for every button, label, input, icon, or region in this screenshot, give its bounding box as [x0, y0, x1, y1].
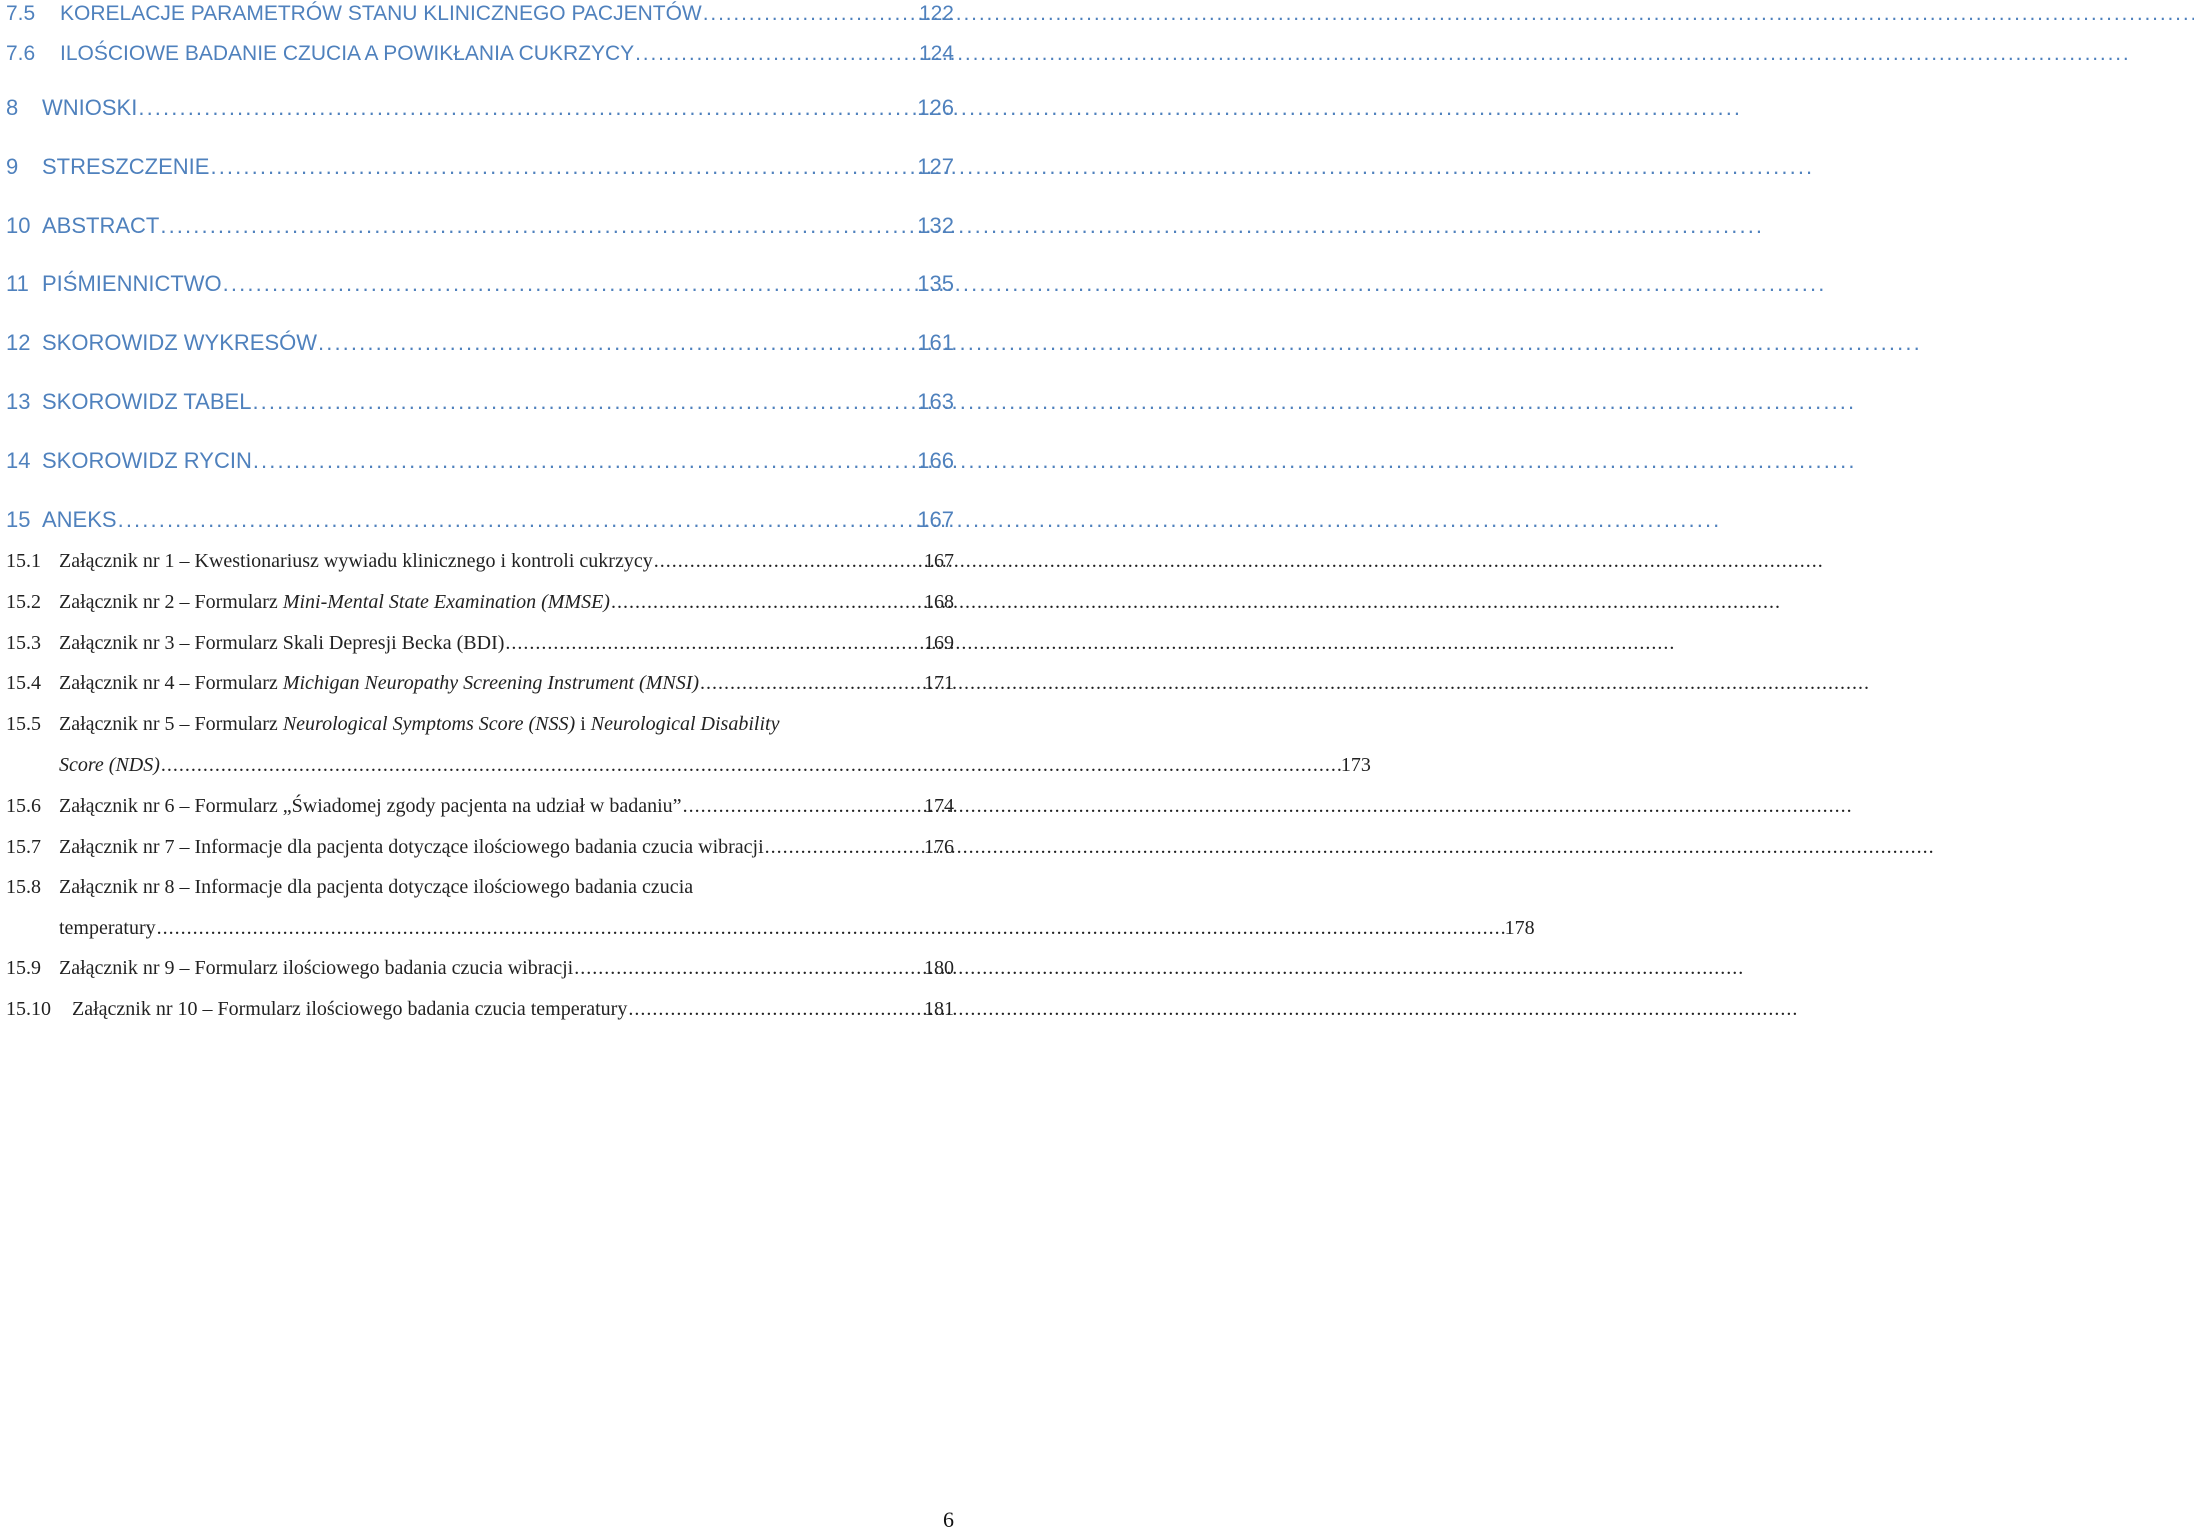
toc-title: Załącznik nr 3 – Formularz Skali Depresji Becka (BDI)	[59, 632, 505, 654]
toc-number: 15.1	[6, 550, 41, 572]
toc-page: 171	[924, 672, 954, 694]
toc-entry-9[interactable]	[6, 154, 954, 180]
dot-leader	[118, 507, 917, 533]
toc-page: 132	[917, 213, 954, 238]
title-part: Załącznik nr 4 – Formularz	[59, 672, 283, 694]
toc-entry-15-1[interactable]	[6, 550, 954, 573]
toc-entry-7-5[interactable]	[6, 2, 954, 26]
toc-page: 181	[924, 998, 954, 1020]
title-italic-part: Neurological Disability	[590, 713, 780, 735]
toc-entry-15-2[interactable]	[6, 591, 954, 614]
toc-page: 168	[924, 591, 954, 613]
title-part: Załącznik nr 5 – Formularz	[59, 713, 283, 735]
dot-leader	[318, 330, 916, 356]
toc-title: ILOŚCIOWE BADANIE CZUCIA A POWIKŁANIA CUKRZYCY	[60, 42, 635, 65]
dot-leader	[574, 957, 923, 980]
toc-page: 166	[917, 448, 954, 473]
toc-entry-10[interactable]	[6, 213, 954, 239]
toc-page: 122	[918, 2, 954, 25]
toc-number: 15	[6, 507, 31, 532]
toc-number: 7.6	[6, 42, 36, 65]
dot-leader	[138, 95, 916, 121]
toc-title: Załącznik nr 8 – Informacje dla pacjenta dotyczące ilościowego badania czucia	[59, 876, 694, 898]
toc-page: 127	[917, 154, 954, 179]
toc-title: Załącznik nr 1 – Kwestionariusz wywiadu klinicznego i kontroli cukrzycy	[59, 550, 653, 572]
toc-number: 9	[6, 154, 19, 179]
toc-entry-15-5[interactable]	[6, 713, 954, 736]
toc-number: 15.6	[6, 795, 41, 817]
toc-page: 161	[917, 330, 954, 355]
toc-page: 174	[924, 795, 954, 817]
toc-title-continued: temperatury	[59, 917, 156, 939]
toc-number: 14	[6, 448, 31, 473]
toc-title	[59, 713, 779, 736]
dot-leader	[253, 448, 916, 474]
toc-number: 7.5	[6, 2, 36, 25]
toc-entry-15-9[interactable]	[6, 957, 954, 980]
toc-number: 15.9	[6, 957, 41, 979]
toc-entry-12[interactable]	[6, 330, 954, 356]
toc-number: 15.2	[6, 591, 41, 613]
toc-entry-14[interactable]	[6, 448, 954, 474]
title-part: Załącznik nr 2 – Formularz	[59, 591, 283, 613]
toc-title: Załącznik nr 6 – Formularz „Świadomej zgody pacjenta na udział w badaniu”	[59, 795, 682, 817]
toc-title: Załącznik nr 7 – Informacje dla pacjenta dotyczące ilościowego badania czucia wibracji	[59, 836, 764, 858]
toc-page: 173	[1340, 754, 1371, 776]
toc-number: 10	[6, 213, 31, 238]
dot-leader	[505, 632, 923, 655]
toc-title: Załącznik nr 9 – Formularz ilościowego badania czucia wibracji	[59, 957, 574, 979]
toc-page: 176	[924, 836, 954, 858]
toc-page: 126	[917, 95, 954, 120]
toc-page: 167	[924, 550, 954, 572]
dot-leader	[628, 998, 923, 1021]
toc-entry-15-3[interactable]	[6, 632, 954, 655]
toc-title: ABSTRACT	[42, 213, 160, 238]
dot-leader	[210, 154, 916, 180]
toc-number: 13	[6, 389, 31, 414]
toc-title: ANEKS	[42, 507, 117, 532]
toc-entry-15-4[interactable]	[6, 672, 954, 695]
toc-entry-15-8[interactable]	[6, 876, 954, 899]
toc-entry-13[interactable]	[6, 389, 954, 415]
toc-number: 8	[6, 95, 19, 120]
page-number: 6	[943, 1507, 954, 1532]
toc-title: KORELACJE PARAMETRÓW STANU KLINICZNEGO PACJENTÓW	[60, 2, 702, 25]
dot-leader	[252, 389, 916, 415]
toc-entry-7-6[interactable]	[6, 42, 954, 66]
dot-leader	[700, 672, 923, 695]
title-italic-part: Michigan Neuropathy Screening Instrument (MNSI)	[282, 672, 700, 694]
title-italic-part: Score (NDS)	[59, 754, 160, 776]
toc-number: 15.7	[6, 836, 41, 858]
dot-leader	[223, 271, 917, 297]
toc-page: 178	[1504, 917, 1535, 939]
dot-leader	[160, 213, 916, 239]
dot-leader	[683, 795, 923, 818]
toc-title	[59, 591, 610, 614]
toc-page: 124	[918, 42, 954, 65]
toc-entry-15[interactable]	[6, 507, 954, 533]
dot-leader	[611, 591, 923, 614]
toc-title: SKOROWIDZ TABEL	[42, 389, 252, 414]
dot-leader	[635, 42, 918, 66]
toc-title	[59, 672, 699, 695]
dot-leader	[703, 2, 918, 26]
toc-number: 15.5	[6, 713, 41, 735]
toc-entry-15-10[interactable]	[6, 998, 954, 1021]
toc-title: SKOROWIDZ RYCIN	[42, 448, 252, 473]
toc-page: 167	[917, 507, 954, 532]
toc-number: 15.4	[6, 672, 41, 694]
dot-leader	[654, 550, 923, 573]
dot-leader: . . . . . . . . . . . . . . . . . . . . . . . . . . . . . . . . . . . . . . . . . . . . . . . . . . . . . . . . . . . . . . . . . . . . . . . . . . . . . . . . . . . . . . . . . . . . . . . . . . . . . . . . . . . . . . . . . . . . . . . . . . . . . . . . . . . . . . . . . . . . . . . . . . . . . . . . . . . . . . . . . . . . . . . . . . . . . . . . . . . . . . . . . . . . . . . . . . . . .	[160, 754, 1340, 776]
toc-entry-8[interactable]	[6, 95, 954, 121]
toc-entry-15-7[interactable]	[6, 836, 954, 859]
toc-title: WNIOSKI	[42, 95, 138, 120]
toc-title: Załącznik nr 10 – Formularz ilościowego badania czucia temperatury	[72, 998, 628, 1020]
toc-title: STRESZCZENIE	[42, 154, 210, 179]
title-italic-part: Neurological Symptoms Score (NSS)	[282, 713, 576, 735]
toc-number: 15.8	[6, 876, 41, 898]
toc-title: SKOROWIDZ WYKRESÓW	[42, 330, 317, 355]
toc-number: 15.10	[6, 998, 51, 1020]
toc-page: 135	[917, 271, 954, 296]
dot-leader: . . . . . . . . . . . . . . . . . . . . . . . . . . . . . . . . . . . . . . . . . . . . . . . . . . . . . . . . . . . . . . . . . . . . . . . . . . . . . . . . . . . . . . . . . . . . . . . . . . . . . . . . . . . . . . . . . . . . . . . . . . . . . . . . . . . . . . . . . . . . . . . . . . . . . . . . . . . . . . . . . . . . . . . . . . . . . . . . . . . . . . . . . . . . . . . . . . . . . . . . . . . . . . . . . . . . . . . . . . . . . . . . .	[156, 917, 1504, 939]
toc-number: 15.3	[6, 632, 41, 654]
toc-entry-15-8-continued[interactable]	[59, 917, 1535, 940]
title-part: i	[575, 713, 591, 735]
toc-entry-15-5-continued[interactable]	[59, 754, 1371, 777]
toc-page: 180	[924, 957, 954, 979]
title-italic-part: Mini-Mental State Examination (MMSE)	[282, 591, 610, 613]
toc-entry-11[interactable]	[6, 271, 954, 297]
toc-page: 169	[924, 632, 954, 654]
toc-number: 12	[6, 330, 31, 355]
toc-entry-15-6[interactable]	[6, 795, 954, 818]
toc-title: PIŚMIENNICTWO	[42, 271, 222, 296]
toc-page: 163	[917, 389, 954, 414]
toc-number: 11	[6, 271, 29, 296]
dot-leader	[765, 836, 923, 859]
